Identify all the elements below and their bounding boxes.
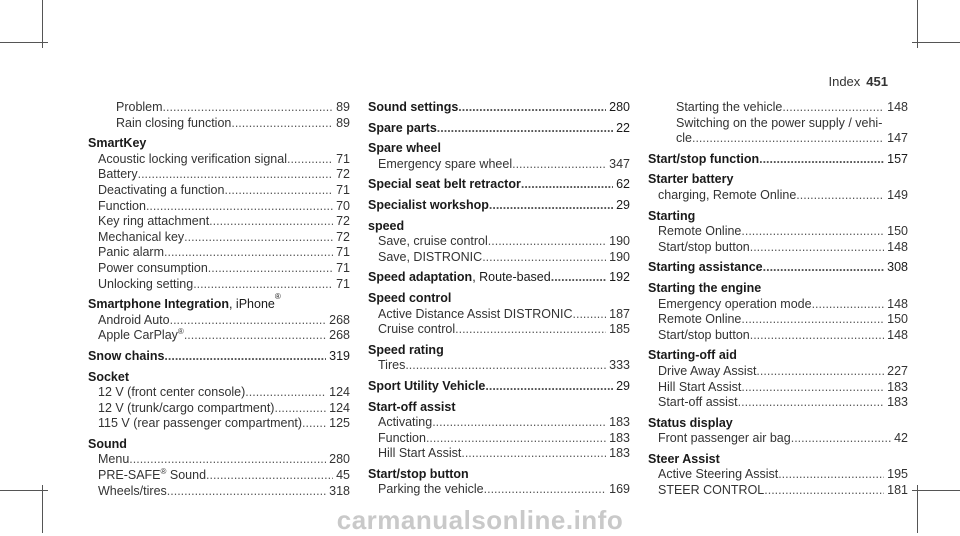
index-subentry[interactable]: Front passenger air bag ..... 42 (648, 431, 908, 447)
index-subentry[interactable]: Drive Away Assist ..... 227 (648, 364, 908, 380)
index-subentry[interactable]: Tires ..... 333 (368, 358, 630, 374)
index-subentry[interactable]: Cruise control ..... 185 (368, 322, 630, 338)
index-subentry[interactable]: Android Auto ..... 268 (88, 313, 350, 329)
index-subentry[interactable]: 12 V (trunk/cargo compartment) ..... 124 (88, 401, 350, 417)
page-header (828, 74, 888, 89)
index-heading-starting-engine: Starting the engine (648, 280, 762, 295)
index-subentry[interactable]: Mechanical key ..... 72 (88, 230, 350, 246)
index-subentry[interactable]: Unlocking setting ..... 71 (88, 277, 350, 293)
index-heading-steer-assist: Steer Assist (648, 451, 720, 466)
index-heading-sound: Sound (88, 436, 127, 451)
index-subentry[interactable]: 12 V (front center console) ..... 124 (88, 385, 350, 401)
index-subentry[interactable]: charging, Remote Online ..... 149 (648, 188, 908, 204)
index-subentry[interactable]: Start-off assist ..... 183 (648, 395, 908, 411)
index-subentry[interactable]: Remote Online ..... 150 (648, 312, 908, 328)
index-column-1 (88, 100, 350, 499)
index-heading-socket: Socket (88, 369, 129, 384)
index-heading-start-off-assist: Start-off assist (368, 399, 456, 414)
index-heading-starting: Starting (648, 208, 696, 223)
index-subentry[interactable]: Active Distance Assist DISTRONIC ..... 187 (368, 307, 630, 323)
index-subentry[interactable]: Apple CarPlay® ..... 268 (88, 328, 350, 344)
index-subentry[interactable]: Menu ..... 280 (88, 452, 350, 468)
index-subentry[interactable]: Wheels/tires ..... 318 (88, 484, 350, 500)
index-subentry[interactable]: Start/stop button ..... 148 (648, 240, 908, 256)
index-subentry[interactable]: cle ..... 147 (648, 131, 908, 147)
index-subentry[interactable]: Remote Online ..... 150 (648, 224, 908, 240)
index-entry-spare-parts[interactable]: Spare parts ..... 22 (368, 121, 630, 137)
index-subentry[interactable]: STEER CONTROL ..... 181 (648, 483, 908, 499)
index-subentry[interactable]: Starting the vehicle ..... 148 (648, 100, 908, 116)
index-entry-start-stop-function[interactable]: Start/stop function ..... 157 (648, 152, 908, 168)
index-heading-starting-off-aid: Starting-off aid (648, 348, 737, 363)
index-heading-starter-battery: Starter battery (648, 172, 734, 187)
index-subentry[interactable]: Save, cruise control ..... 190 (368, 234, 630, 250)
index-subentry[interactable]: Battery ..... 72 (88, 167, 350, 183)
index-column-3 (648, 100, 908, 499)
watermark: carmanualsonline.info (336, 505, 624, 535)
index-subentry[interactable]: Save, DISTRONIC ..... 190 (368, 250, 630, 266)
index-subentry[interactable]: Function ..... 70 (88, 199, 350, 215)
crop-mark (912, 490, 960, 491)
index-subentry[interactable]: Hill Start Assist ..... 183 (648, 380, 908, 396)
crop-mark (0, 490, 48, 491)
index-subentry[interactable]: Panic alarm ..... 71 (88, 245, 350, 261)
index-heading-smartkey: SmartKey (88, 136, 147, 151)
page-number: 451 (866, 74, 888, 89)
index-entry-speed-adaptation[interactable]: Speed adaptation , Route-based ..... 192 (368, 270, 630, 286)
index-heading-spare-wheel: Spare wheel (368, 141, 441, 156)
index-entry-seat-belt[interactable]: Special seat belt retractor ..... 62 (368, 177, 630, 193)
index-entry-snow-chains[interactable]: Snow chains ..... 319 (88, 349, 350, 365)
index-subentry[interactable]: Start/stop button ..... 148 (648, 328, 908, 344)
index-heading-speed-control: Speed control (368, 290, 452, 305)
index-subentry[interactable]: Acoustic locking verification signal ..... 71 (88, 152, 350, 168)
index-heading-smartphone: Smartphone Integration , iPhone ® (88, 292, 281, 312)
crop-mark (917, 0, 918, 48)
index-subentry[interactable]: Key ring attachment ..... 72 (88, 214, 350, 230)
index-subentry[interactable]: Deactivating a function ..... 71 (88, 183, 350, 199)
index-heading-speed-rating: Speed rating (368, 342, 444, 357)
index-subentry[interactable]: 115 V (rear passenger compartment) ..... 125 (88, 416, 350, 432)
index-subentry[interactable]: Activating ..... 183 (368, 415, 630, 431)
index-subentry[interactable]: Problem ..... 89 (88, 100, 350, 116)
index-subentry[interactable]: Rain closing function ..... 89 (88, 116, 350, 132)
index-heading-speed: speed (368, 218, 405, 233)
index-subentry[interactable]: Power consumption ..... 71 (88, 261, 350, 277)
index-entry-sound-settings[interactable]: Sound settings ..... 280 (368, 100, 630, 116)
section-title: Index (828, 74, 861, 89)
index-subentry[interactable]: Switching on the power supply / vehi- (676, 115, 883, 130)
index-heading-start-stop-button: Start/stop button (368, 466, 469, 481)
index-subentry[interactable]: Parking the vehicle ..... 169 (368, 482, 630, 498)
index-subentry[interactable]: Function ..... 183 (368, 431, 630, 447)
index-subentry[interactable]: Hill Start Assist ..... 183 (368, 446, 630, 462)
crop-mark (0, 42, 48, 43)
index-entry-starting-assistance[interactable]: Starting assistance ..... 308 (648, 260, 908, 276)
index-subentry[interactable]: Emergency operation mode ..... 148 (648, 297, 908, 313)
index-column-2 (368, 100, 630, 498)
index-entry-suv[interactable]: Sport Utility Vehicle ..... 29 (368, 379, 630, 395)
index-subentry[interactable]: Active Steering Assist ..... 195 (648, 467, 908, 483)
index-subentry[interactable]: PRE-SAFE® Sound ..... 45 (88, 468, 350, 484)
index-subentry[interactable]: Emergency spare wheel ..... 347 (368, 157, 630, 173)
crop-mark (42, 0, 43, 48)
index-entry-workshop[interactable]: Specialist workshop ..... 29 (368, 198, 630, 214)
crop-mark (912, 42, 960, 43)
index-heading-status-display: Status display (648, 415, 733, 430)
